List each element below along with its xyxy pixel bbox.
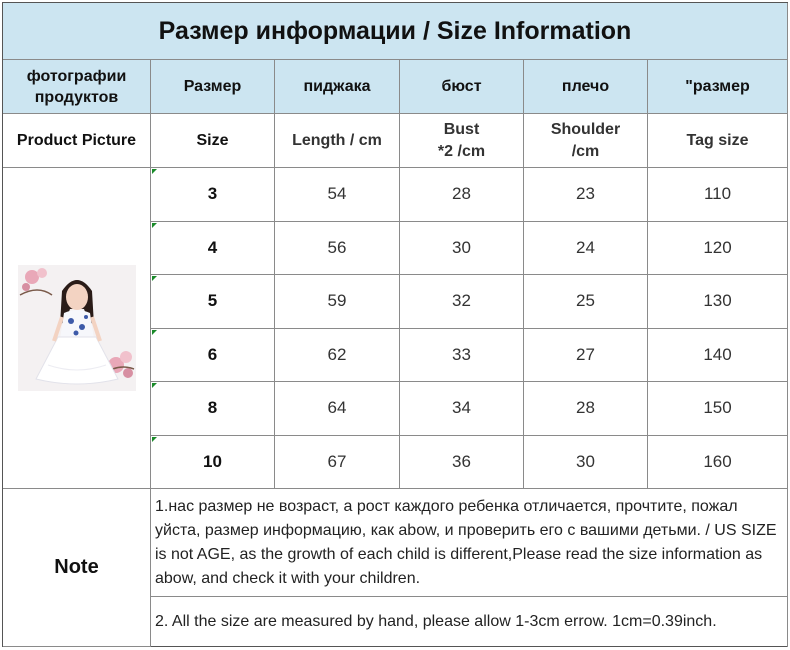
- header-en-picture: Product Picture: [3, 114, 151, 168]
- cell-marker-icon: [152, 437, 157, 442]
- size-value: 4: [151, 222, 275, 276]
- shoulder-value: 28: [524, 382, 648, 436]
- size-value: 8: [151, 382, 275, 436]
- length-value: 56: [275, 222, 400, 276]
- product-picture-cell: [3, 168, 151, 489]
- header-en-shoulder: Shoulder /cm: [524, 114, 648, 168]
- length-value: 64: [275, 382, 400, 436]
- size-value: 10: [151, 436, 275, 490]
- header-en-length: Length / cm: [275, 114, 400, 168]
- size-chart-table: [2, 2, 788, 647]
- shoulder-value: 24: [524, 222, 648, 276]
- header-ru-tag-size: "размер: [648, 60, 788, 114]
- bust-value: 34: [400, 382, 524, 436]
- header-en-tag-size: Tag size: [648, 114, 788, 168]
- shoulder-value: 25: [524, 275, 648, 329]
- note-label: Note: [3, 489, 151, 647]
- note-line-1: 1.нас размер не возраст, а рост каждого ребенка отличается, прочтите, пожал уйста, размер информацию, как abow, и проверить его с вашими детьми. / US SIZE is not AGE, as the growth of each child is different,Please read the size information as abow, and check it with your children.: [151, 489, 788, 597]
- note-line-2: 2. All the size are measured by hand, please allow 1-3cm errow. 1cm=0.39inch.: [151, 597, 788, 647]
- cell-marker-icon: [152, 169, 157, 174]
- cell-marker-icon: [152, 383, 157, 388]
- shoulder-value: 23: [524, 168, 648, 222]
- header-ru-length: пиджака: [275, 60, 400, 114]
- shoulder-value: 30: [524, 436, 648, 490]
- bust-value: 28: [400, 168, 524, 222]
- tag-size-value: 150: [648, 382, 788, 436]
- bust-value: 36: [400, 436, 524, 490]
- length-value: 54: [275, 168, 400, 222]
- shoulder-value: 27: [524, 329, 648, 383]
- product-photo-image: [18, 265, 136, 391]
- tag-size-value: 120: [648, 222, 788, 276]
- header-ru-shoulder: плечо: [524, 60, 648, 114]
- cell-marker-icon: [152, 223, 157, 228]
- bust-value: 32: [400, 275, 524, 329]
- header-en-bust: Bust *2 /cm: [400, 114, 524, 168]
- length-value: 67: [275, 436, 400, 490]
- header-ru-size: Размер: [151, 60, 275, 114]
- size-value: 5: [151, 275, 275, 329]
- header-ru-bust: бюст: [400, 60, 524, 114]
- tag-size-value: 110: [648, 168, 788, 222]
- tag-size-value: 160: [648, 436, 788, 490]
- length-value: 59: [275, 275, 400, 329]
- length-value: 62: [275, 329, 400, 383]
- table-title: Размер информации / Size Information: [3, 3, 788, 60]
- size-value: 6: [151, 329, 275, 383]
- header-ru-picture: фотографии продуктов: [3, 60, 151, 114]
- bust-value: 30: [400, 222, 524, 276]
- size-value: 3: [151, 168, 275, 222]
- tag-size-value: 140: [648, 329, 788, 383]
- header-en-size: Size: [151, 114, 275, 168]
- cell-marker-icon: [152, 330, 157, 335]
- cell-marker-icon: [152, 276, 157, 281]
- tag-size-value: 130: [648, 275, 788, 329]
- bust-value: 33: [400, 329, 524, 383]
